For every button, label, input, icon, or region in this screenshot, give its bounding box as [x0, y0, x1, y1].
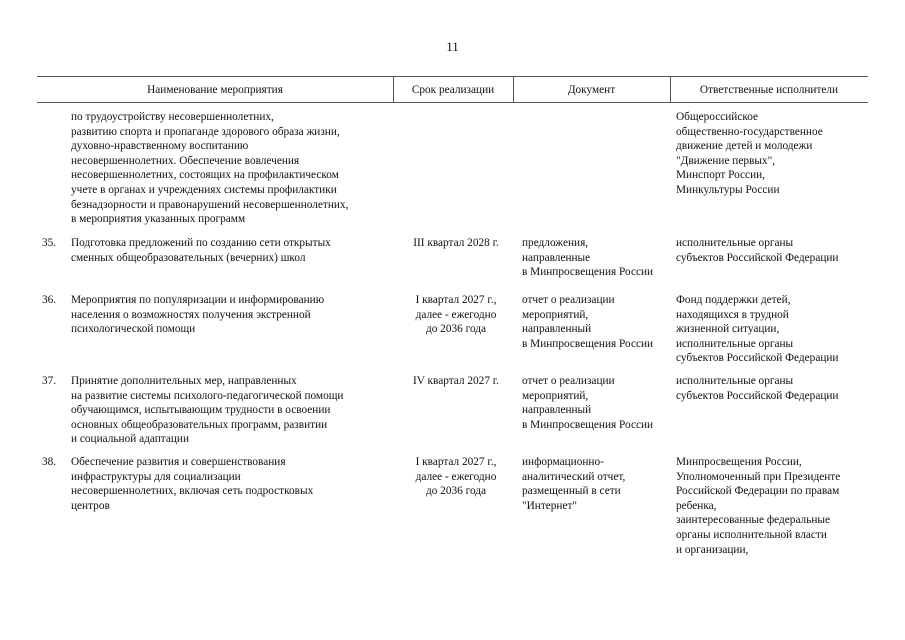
text-line: исполнительные органы: [676, 375, 794, 387]
text-line: направленный: [522, 404, 592, 417]
header-cell-document: Документ: [567, 84, 616, 96]
text-line: в Минпросвещения России: [522, 418, 654, 431]
text-line: населения о возможностях получения экстренной: [71, 308, 311, 321]
text-line: субъектов Российской Федерации: [676, 389, 839, 402]
text-line: жизненной ситуации,: [676, 323, 780, 336]
text-line: отчет о реализации: [522, 375, 615, 387]
cell-responsible: [676, 236, 866, 265]
text-line: "Движение первых",: [676, 154, 776, 167]
text-line: исполнительные органы: [676, 237, 794, 249]
header-bottom-rule: [37, 102, 868, 103]
text-line: Обеспечение развития и совершенствования: [71, 456, 286, 468]
text-line: мероприятий,: [522, 389, 589, 402]
cell-responsible: [676, 110, 866, 198]
text-line: основных общеобразовательных программ, развитии: [71, 418, 328, 431]
text-line: развитию спорта и пропаганде здорового образа жизни,: [71, 125, 340, 138]
text-line: далее - ежегодно: [415, 470, 497, 483]
text-line: несовершеннолетних, состоящих на профилактическом: [71, 169, 339, 182]
text-line: до 2036 года: [425, 323, 487, 336]
text-line: Российской Федерации по правам: [676, 485, 840, 498]
text-line: психологической помощи: [71, 323, 196, 336]
text-line: движение детей и молодежи: [676, 140, 813, 153]
text-line: безнадзорности и правонарушений несовершеннолетних,: [71, 198, 349, 211]
cell-term: [400, 455, 512, 499]
text-line: в мероприятия указанных программ: [71, 213, 246, 226]
text-line: информационно-: [522, 456, 604, 468]
cell-responsible: [676, 455, 866, 557]
text-line: субъектов Российской Федерации: [676, 251, 839, 264]
text-line: учете в органах и учреждениях системы профилактики: [71, 183, 337, 196]
text-line: "Интернет": [522, 499, 578, 512]
text-line: направленный: [522, 323, 592, 336]
text-line: субъектов Российской Федерации: [676, 352, 839, 365]
cell-document: [522, 374, 672, 432]
text-line: заинтересованные федеральные: [676, 514, 830, 527]
header-cell-term: Срок реализации: [411, 84, 495, 96]
header-cell-responsible: Ответственные исполнители: [699, 84, 839, 96]
text-line: Минспорт России,: [676, 169, 765, 182]
cell-name: [71, 374, 396, 447]
cell-term: [400, 374, 512, 389]
text-line: и социальной адаптации: [71, 433, 189, 446]
cell-name: [71, 293, 396, 337]
text-line: общественно-государственное: [676, 125, 823, 138]
text-line: несовершеннолетних. Обеспечение вовлечения: [71, 154, 300, 167]
row-number: 38.: [42, 456, 57, 468]
cell-responsible: [676, 374, 866, 403]
cell-document: [522, 236, 672, 280]
text-line: предложения,: [522, 237, 589, 249]
text-line: III квартал 2028 г.: [413, 237, 499, 249]
text-line: отчет о реализации: [522, 294, 615, 306]
cell-responsible: [676, 293, 866, 366]
text-line: инфраструктуры для социализации: [71, 470, 241, 483]
text-line: несовершеннолетних, включая сеть подростковых: [71, 485, 314, 498]
text-line: по трудоустройству несовершеннолетних,: [71, 111, 274, 123]
text-line: в Минпросвещения России: [522, 266, 654, 279]
row-number: 36.: [42, 294, 57, 306]
row-number: 35.: [42, 237, 57, 249]
text-line: аналитический отчет,: [522, 470, 626, 483]
text-line: направленные: [522, 251, 591, 264]
text-line: Минпросвещения России,: [676, 456, 802, 468]
text-line: Подготовка предложений по созданию сети открытых: [71, 237, 331, 249]
text-line: Уполномоченный при Президенте: [676, 470, 841, 483]
text-line: I квартал 2027 г.,: [415, 456, 497, 468]
text-line: в Минпросвещения России: [522, 337, 654, 350]
text-line: размещенный в сети: [522, 485, 621, 498]
text-line: до 2036 года: [425, 485, 487, 498]
text-line: Принятие дополнительных мер, направленных: [71, 375, 297, 387]
text-line: далее - ежегодно: [415, 308, 497, 321]
text-line: Мероприятия по популяризации и информированию: [71, 294, 325, 306]
text-line: и организации,: [676, 543, 749, 556]
text-line: IV квартал 2027 г.: [413, 375, 499, 387]
cell-document: [522, 293, 672, 351]
cell-document: [522, 455, 672, 513]
cell-term: [400, 236, 512, 251]
text-line: I квартал 2027 г.,: [415, 294, 497, 306]
text-line: Общероссийское: [676, 111, 759, 123]
row-number: 37.: [42, 375, 57, 387]
text-line: сменных общеобразовательных (вечерних) школ: [71, 251, 306, 264]
text-line: центров: [71, 499, 110, 512]
text-line: ребенка,: [676, 499, 717, 512]
header-cell-name: Наименование мероприятия: [147, 84, 283, 96]
cell-name: [71, 110, 396, 227]
text-line: мероприятий,: [522, 308, 589, 321]
header-top-rule: [37, 76, 868, 77]
text-line: органы исполнительной власти: [676, 528, 827, 541]
text-line: на развитие системы психолого-педагогической помощи: [71, 389, 344, 402]
text-line: Минкультуры России: [676, 183, 780, 196]
text-line: исполнительные органы: [676, 337, 794, 350]
page-number: 11: [446, 39, 459, 54]
text-line: находящихся в трудной: [676, 308, 789, 321]
cell-term: [400, 293, 512, 337]
text-line: Фонд поддержки детей,: [676, 294, 791, 306]
cell-name: [71, 236, 396, 265]
cell-name: [71, 455, 396, 513]
text-line: обучающимся, испытывающим трудности в освоении: [71, 404, 331, 417]
text-line: духовно-нравственному воспитанию: [71, 140, 249, 153]
